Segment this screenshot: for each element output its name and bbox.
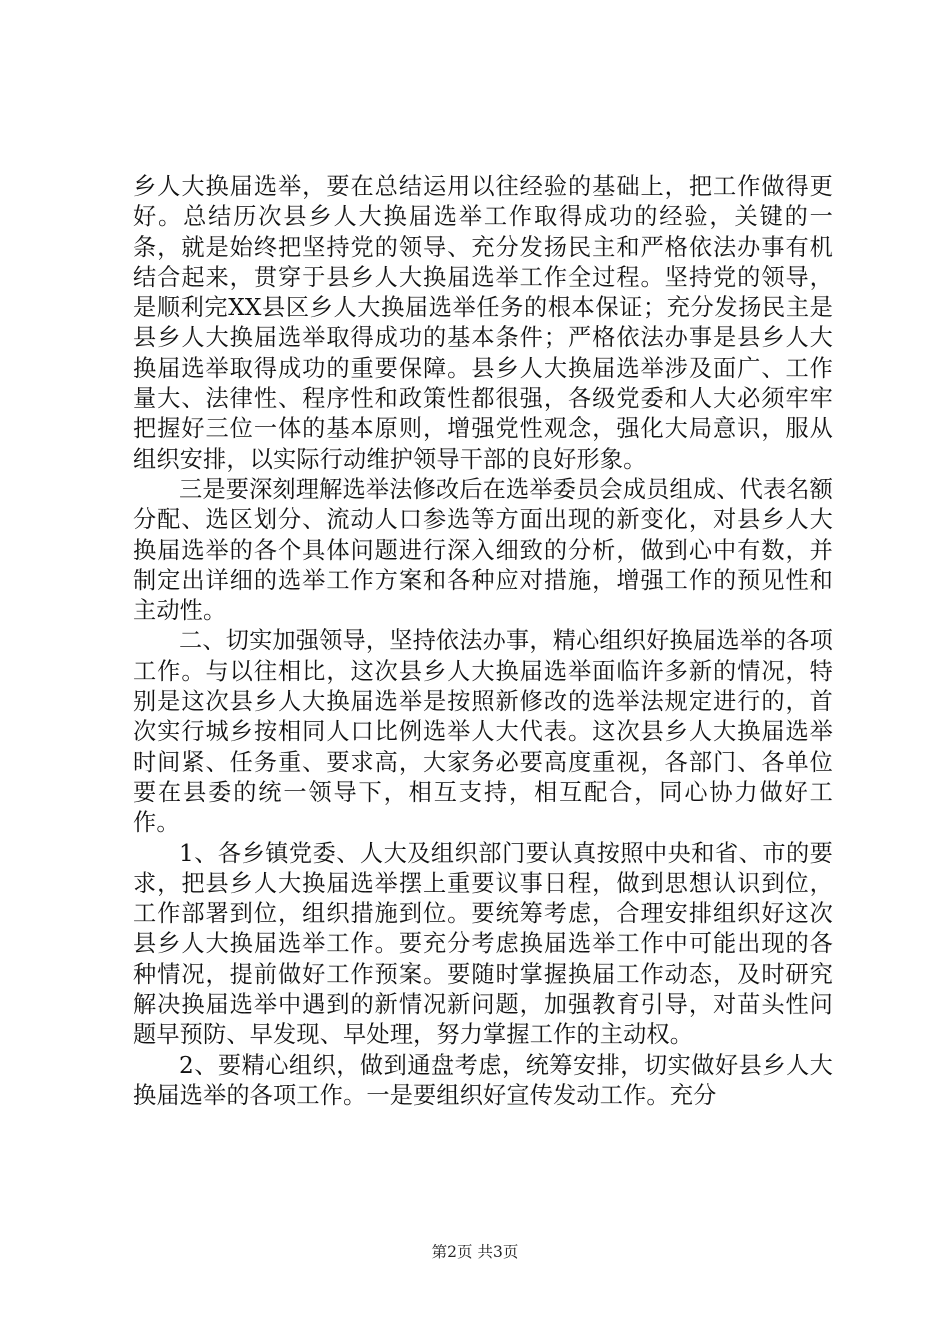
paragraph-5: 2、要精心组织，做到通盘考虑，统筹安排，切实做好县乡人大换届选举的各项工作。一是要组织好宣传发动工作。充分 <box>133 1051 833 1109</box>
paragraph-3: 二、切实加强领导，坚持依法办事，精心组织好换届选举的各项工作。与以往相比，这次县乡人大换届选举面临许多新的情况，特别是这次县乡人大换届选举是按照新修改的选举法规定进行的，首次实行城乡按相同人口比例选举人大代表。这次县乡人大换届选举时间紧、任务重、要求高，大家务必要高度重视，各部门、各单位要在县委的统一领导下，相互支持，相互配合，同心协力做好工作。 <box>133 627 833 837</box>
paragraph-2: 三是要深刻理解选举法修改后在选举委员会成员组成、代表名额分配、选区划分、流动人口参选等方面出现的新变化，对县乡人大换届选举的各个具体问题进行深入细致的分析，做到心中有数，并制定出详细的选举工作方案和各种应对措施，增强工作的预见性和主动性。 <box>133 475 833 625</box>
page-number-footer: 第2页 共3页 <box>431 1243 519 1261</box>
paragraph-1: 乡人大换届选举，要在总结运用以往经验的基础上，把工作做得更好。总结历次县乡人大换届选举工作取得成功的经验，关键的一条，就是始终把坚持党的领导、充分发扬民主和严格依法办事有机结合起来，贯穿于县乡人大换届选举工作全过程。坚持党的领导，是顺利完XX县区乡人大换届选举任务的根本保证；充分发扬民主是县乡人大换届选举取得成功的基本条件；严格依法办事是县乡人大换届选举取得成功的重要保障。县乡人大换届选举涉及面广、工作量大、法律性、程序性和政策性都很强，各级党委和人大必须牢牢把握好三位一体的基本原则，增强党性观念，强化大局意识，服从组织安排，以实际行动维护领导干部的良好形象。 <box>133 173 833 473</box>
paragraph-4: 1、各乡镇党委、人大及组织部门要认真按照中央和省、市的要求，把县乡人大换届选举摆上重要议事日程，做到思想认识到位，工作部署到位，组织措施到位。要统筹考虑，合理安排组织好这次县乡人大换届选举工作。要充分考虑换届选举工作中可能出现的各种情况，提前做好工作预案。要随时掌握换届工作动态，及时研究解决换届选举中遇到的新情况新问题，加强教育引导，对苗头性问题早预防、早发现、早处理，努力掌握工作的主动权。 <box>133 839 833 1049</box>
document-body <box>133 172 833 1111</box>
